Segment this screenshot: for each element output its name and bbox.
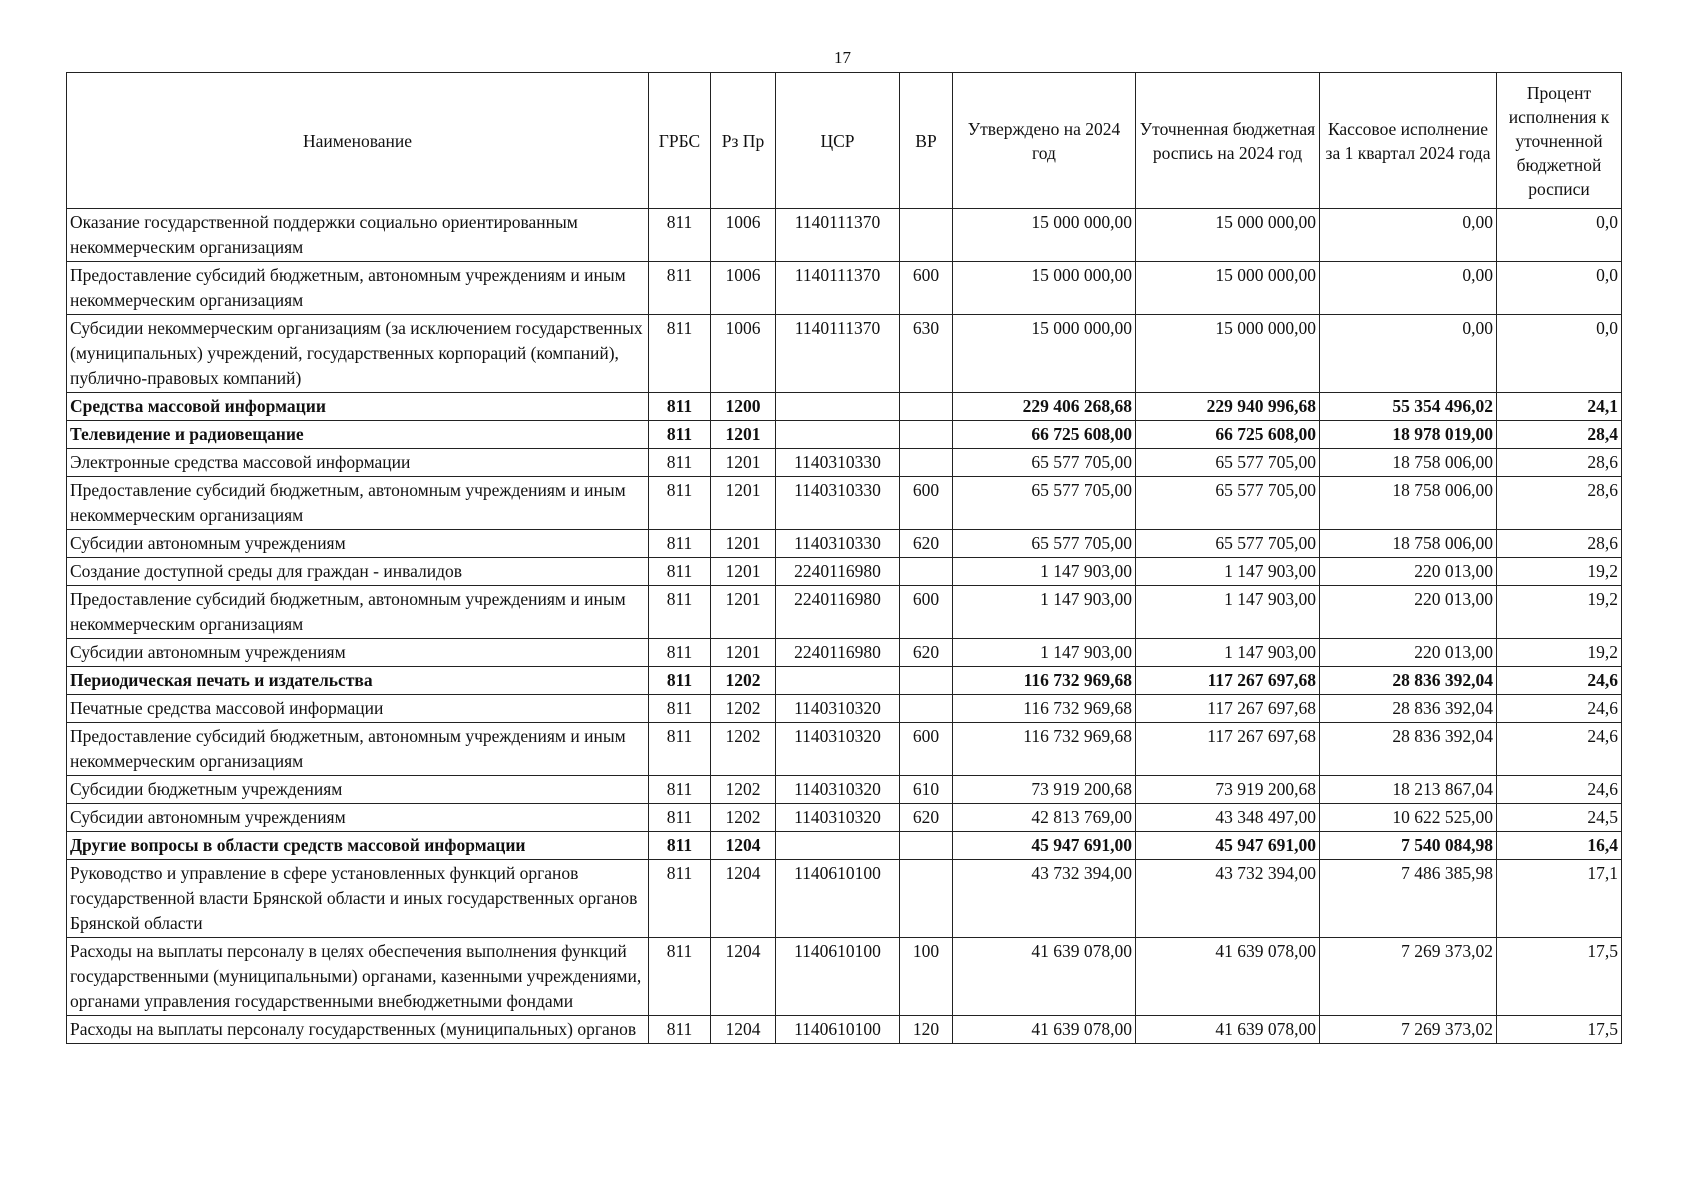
cell-grbs: 811 xyxy=(649,776,711,804)
cell-grbs: 811 xyxy=(649,1016,711,1044)
cell-rzpr: 1202 xyxy=(711,723,776,776)
cell-percent: 28,6 xyxy=(1497,530,1622,558)
table-row xyxy=(67,938,1622,1016)
cell-approved: 116 732 969,68 xyxy=(953,723,1136,776)
cell-name: Создание доступной среды для граждан - инвалидов xyxy=(67,558,649,586)
cell-approved: 116 732 969,68 xyxy=(953,667,1136,695)
cell-approved: 15 000 000,00 xyxy=(953,262,1136,315)
cell-rzpr: 1204 xyxy=(711,860,776,938)
table-row xyxy=(67,477,1622,530)
table-row xyxy=(67,860,1622,938)
col-header-grbs: ГРБС xyxy=(649,73,711,209)
cell-rzpr: 1201 xyxy=(711,586,776,639)
cell-rzpr: 1006 xyxy=(711,209,776,262)
cell-cash: 28 836 392,04 xyxy=(1320,723,1497,776)
cell-csr: 1140310320 xyxy=(776,804,900,832)
cell-refined: 41 639 078,00 xyxy=(1136,1016,1320,1044)
cell-percent: 24,6 xyxy=(1497,667,1622,695)
cell-csr: 2240116980 xyxy=(776,558,900,586)
cell-grbs: 811 xyxy=(649,477,711,530)
table-row xyxy=(67,393,1622,421)
cell-name: Руководство и управление в сфере установленных функций органов государственной власти Брянской области и иных государственных органов Брянской области xyxy=(67,860,649,938)
table-row xyxy=(67,723,1622,776)
cell-csr: 1140310320 xyxy=(776,695,900,723)
cell-percent: 28,4 xyxy=(1497,421,1622,449)
cell-name: Другие вопросы в области средств массовой информации xyxy=(67,832,649,860)
cell-cash: 10 622 525,00 xyxy=(1320,804,1497,832)
cell-refined: 1 147 903,00 xyxy=(1136,558,1320,586)
cell-name: Предоставление субсидий бюджетным, автономным учреждениям и иным некоммерческим организациям xyxy=(67,586,649,639)
cell-vr xyxy=(900,832,953,860)
cell-rzpr: 1202 xyxy=(711,776,776,804)
cell-rzpr: 1204 xyxy=(711,1016,776,1044)
cell-approved: 15 000 000,00 xyxy=(953,315,1136,393)
cell-approved: 116 732 969,68 xyxy=(953,695,1136,723)
cell-approved: 41 639 078,00 xyxy=(953,1016,1136,1044)
cell-vr: 100 xyxy=(900,938,953,1016)
cell-refined: 43 348 497,00 xyxy=(1136,804,1320,832)
cell-grbs: 811 xyxy=(649,315,711,393)
cell-cash: 55 354 496,02 xyxy=(1320,393,1497,421)
table-row xyxy=(67,832,1622,860)
cell-grbs: 811 xyxy=(649,421,711,449)
cell-csr xyxy=(776,667,900,695)
cell-vr: 600 xyxy=(900,477,953,530)
cell-rzpr: 1202 xyxy=(711,804,776,832)
cell-csr: 1140111370 xyxy=(776,209,900,262)
cell-percent: 19,2 xyxy=(1497,586,1622,639)
table-row xyxy=(67,530,1622,558)
cell-grbs: 811 xyxy=(649,449,711,477)
table-row xyxy=(67,262,1622,315)
table-row xyxy=(67,1016,1622,1044)
cell-rzpr: 1202 xyxy=(711,695,776,723)
cell-csr: 2240116980 xyxy=(776,586,900,639)
cell-cash: 7 269 373,02 xyxy=(1320,938,1497,1016)
cell-percent: 24,5 xyxy=(1497,804,1622,832)
table-row xyxy=(67,586,1622,639)
cell-vr: 620 xyxy=(900,804,953,832)
cell-grbs: 811 xyxy=(649,667,711,695)
cell-grbs: 811 xyxy=(649,723,711,776)
cell-vr xyxy=(900,393,953,421)
cell-approved: 42 813 769,00 xyxy=(953,804,1136,832)
cell-percent: 24,1 xyxy=(1497,393,1622,421)
cell-refined: 66 725 608,00 xyxy=(1136,421,1320,449)
cell-csr xyxy=(776,393,900,421)
cell-cash: 0,00 xyxy=(1320,262,1497,315)
cell-refined: 43 732 394,00 xyxy=(1136,860,1320,938)
cell-rzpr: 1201 xyxy=(711,421,776,449)
cell-percent: 28,6 xyxy=(1497,449,1622,477)
cell-name: Предоставление субсидий бюджетным, автономным учреждениям и иным некоммерческим организациям xyxy=(67,723,649,776)
cell-cash: 18 978 019,00 xyxy=(1320,421,1497,449)
cell-cash: 7 540 084,98 xyxy=(1320,832,1497,860)
cell-cash: 220 013,00 xyxy=(1320,586,1497,639)
cell-rzpr: 1200 xyxy=(711,393,776,421)
table-row xyxy=(67,421,1622,449)
cell-vr xyxy=(900,667,953,695)
cell-grbs: 811 xyxy=(649,832,711,860)
col-header-cash: Кассовое исполнение за 1 квартал 2024 года xyxy=(1320,73,1497,209)
cell-refined: 15 000 000,00 xyxy=(1136,262,1320,315)
cell-name: Предоставление субсидий бюджетным, автономным учреждениям и иным некоммерческим организациям xyxy=(67,477,649,530)
cell-name: Оказание государственной поддержки социально ориентированным некоммерческим организациям xyxy=(67,209,649,262)
cell-grbs: 811 xyxy=(649,530,711,558)
cell-vr: 120 xyxy=(900,1016,953,1044)
cell-name: Субсидии автономным учреждениям xyxy=(67,804,649,832)
cell-refined: 117 267 697,68 xyxy=(1136,667,1320,695)
cell-cash: 0,00 xyxy=(1320,209,1497,262)
budget-table xyxy=(66,72,1622,1044)
table-body xyxy=(67,209,1622,1044)
cell-approved: 15 000 000,00 xyxy=(953,209,1136,262)
cell-csr: 1140111370 xyxy=(776,262,900,315)
cell-percent: 24,6 xyxy=(1497,776,1622,804)
cell-vr xyxy=(900,449,953,477)
cell-percent: 0,0 xyxy=(1497,262,1622,315)
cell-refined: 15 000 000,00 xyxy=(1136,315,1320,393)
cell-grbs: 811 xyxy=(649,860,711,938)
cell-cash: 18 758 006,00 xyxy=(1320,449,1497,477)
cell-refined: 65 577 705,00 xyxy=(1136,449,1320,477)
cell-name: Периодическая печать и издательства xyxy=(67,667,649,695)
cell-refined: 1 147 903,00 xyxy=(1136,586,1320,639)
cell-refined: 41 639 078,00 xyxy=(1136,938,1320,1016)
cell-cash: 18 758 006,00 xyxy=(1320,530,1497,558)
cell-percent: 19,2 xyxy=(1497,558,1622,586)
cell-name: Печатные средства массовой информации xyxy=(67,695,649,723)
cell-refined: 45 947 691,00 xyxy=(1136,832,1320,860)
col-header-csr: ЦСР xyxy=(776,73,900,209)
cell-percent: 0,0 xyxy=(1497,315,1622,393)
cell-csr xyxy=(776,832,900,860)
cell-vr: 610 xyxy=(900,776,953,804)
col-header-approved: Утверждено на 2024 год xyxy=(953,73,1136,209)
cell-vr: 620 xyxy=(900,639,953,667)
cell-approved: 41 639 078,00 xyxy=(953,938,1136,1016)
table-row xyxy=(67,639,1622,667)
cell-cash: 18 213 867,04 xyxy=(1320,776,1497,804)
cell-name: Расходы на выплаты персоналу государственных (муниципальных) органов xyxy=(67,1016,649,1044)
table-row xyxy=(67,315,1622,393)
cell-cash: 18 758 006,00 xyxy=(1320,477,1497,530)
cell-percent: 28,6 xyxy=(1497,477,1622,530)
cell-csr: 1140111370 xyxy=(776,315,900,393)
cell-refined: 1 147 903,00 xyxy=(1136,639,1320,667)
cell-csr xyxy=(776,421,900,449)
cell-percent: 24,6 xyxy=(1497,723,1622,776)
cell-cash: 7 486 385,98 xyxy=(1320,860,1497,938)
cell-csr: 1140310330 xyxy=(776,449,900,477)
cell-rzpr: 1201 xyxy=(711,558,776,586)
cell-csr: 1140610100 xyxy=(776,1016,900,1044)
cell-cash: 220 013,00 xyxy=(1320,558,1497,586)
cell-name: Расходы на выплаты персоналу в целях обеспечения выполнения функций государственными (муниципальными) органами, казенными учреждениями, органами управления государственными внебюджетными фондами xyxy=(67,938,649,1016)
cell-cash: 28 836 392,04 xyxy=(1320,667,1497,695)
table-row xyxy=(67,449,1622,477)
cell-vr xyxy=(900,695,953,723)
cell-name: Субсидии автономным учреждениям xyxy=(67,639,649,667)
cell-rzpr: 1204 xyxy=(711,938,776,1016)
cell-refined: 117 267 697,68 xyxy=(1136,723,1320,776)
cell-name: Предоставление субсидий бюджетным, автономным учреждениям и иным некоммерческим организациям xyxy=(67,262,649,315)
cell-percent: 17,5 xyxy=(1497,1016,1622,1044)
table-row xyxy=(67,695,1622,723)
cell-approved: 1 147 903,00 xyxy=(953,639,1136,667)
table-row xyxy=(67,558,1622,586)
cell-rzpr: 1006 xyxy=(711,315,776,393)
cell-approved: 65 577 705,00 xyxy=(953,530,1136,558)
cell-name: Электронные средства массовой информации xyxy=(67,449,649,477)
cell-approved: 1 147 903,00 xyxy=(953,586,1136,639)
cell-grbs: 811 xyxy=(649,262,711,315)
cell-approved: 65 577 705,00 xyxy=(953,477,1136,530)
cell-vr xyxy=(900,558,953,586)
cell-csr: 1140310330 xyxy=(776,530,900,558)
cell-name: Субсидии автономным учреждениям xyxy=(67,530,649,558)
cell-grbs: 811 xyxy=(649,558,711,586)
cell-approved: 229 406 268,68 xyxy=(953,393,1136,421)
cell-vr xyxy=(900,860,953,938)
cell-cash: 7 269 373,02 xyxy=(1320,1016,1497,1044)
cell-csr: 1140310320 xyxy=(776,723,900,776)
cell-name: Субсидии некоммерческим организациям (за исключением государственных (муниципальных) учреждений, государственных корпораций (компаний), публично-правовых компаний) xyxy=(67,315,649,393)
cell-csr: 1140610100 xyxy=(776,938,900,1016)
cell-grbs: 811 xyxy=(649,695,711,723)
cell-vr: 630 xyxy=(900,315,953,393)
cell-approved: 1 147 903,00 xyxy=(953,558,1136,586)
cell-approved: 73 919 200,68 xyxy=(953,776,1136,804)
cell-percent: 16,4 xyxy=(1497,832,1622,860)
cell-grbs: 811 xyxy=(649,393,711,421)
cell-grbs: 811 xyxy=(649,938,711,1016)
cell-refined: 73 919 200,68 xyxy=(1136,776,1320,804)
cell-csr: 1140310320 xyxy=(776,776,900,804)
cell-vr xyxy=(900,421,953,449)
table-row xyxy=(67,776,1622,804)
cell-approved: 43 732 394,00 xyxy=(953,860,1136,938)
cell-refined: 229 940 996,68 xyxy=(1136,393,1320,421)
col-header-rzpr: Рз Пр xyxy=(711,73,776,209)
cell-vr: 600 xyxy=(900,723,953,776)
cell-refined: 117 267 697,68 xyxy=(1136,695,1320,723)
cell-refined: 65 577 705,00 xyxy=(1136,530,1320,558)
cell-csr: 1140310330 xyxy=(776,477,900,530)
cell-approved: 45 947 691,00 xyxy=(953,832,1136,860)
cell-rzpr: 1201 xyxy=(711,477,776,530)
col-header-refined: Уточненная бюджетная роспись на 2024 год xyxy=(1136,73,1320,209)
cell-percent: 0,0 xyxy=(1497,209,1622,262)
table-row xyxy=(67,667,1622,695)
cell-name: Субсидии бюджетным учреждениям xyxy=(67,776,649,804)
cell-cash: 0,00 xyxy=(1320,315,1497,393)
cell-csr: 1140610100 xyxy=(776,860,900,938)
col-header-vr: ВР xyxy=(900,73,953,209)
cell-name: Телевидение и радиовещание xyxy=(67,421,649,449)
cell-vr: 600 xyxy=(900,586,953,639)
cell-percent: 17,1 xyxy=(1497,860,1622,938)
table-row xyxy=(67,209,1622,262)
cell-refined: 65 577 705,00 xyxy=(1136,477,1320,530)
col-header-name: Наименование xyxy=(67,73,649,209)
cell-approved: 65 577 705,00 xyxy=(953,449,1136,477)
cell-grbs: 811 xyxy=(649,586,711,639)
page-number: 17 xyxy=(834,48,851,67)
cell-rzpr: 1201 xyxy=(711,449,776,477)
cell-rzpr: 1201 xyxy=(711,530,776,558)
cell-rzpr: 1006 xyxy=(711,262,776,315)
cell-grbs: 811 xyxy=(649,639,711,667)
cell-percent: 24,6 xyxy=(1497,695,1622,723)
cell-rzpr: 1201 xyxy=(711,639,776,667)
cell-rzpr: 1202 xyxy=(711,667,776,695)
cell-vr: 620 xyxy=(900,530,953,558)
cell-cash: 220 013,00 xyxy=(1320,639,1497,667)
cell-grbs: 811 xyxy=(649,804,711,832)
cell-approved: 66 725 608,00 xyxy=(953,421,1136,449)
cell-csr: 2240116980 xyxy=(776,639,900,667)
cell-cash: 28 836 392,04 xyxy=(1320,695,1497,723)
cell-vr xyxy=(900,209,953,262)
cell-vr: 600 xyxy=(900,262,953,315)
cell-percent: 17,5 xyxy=(1497,938,1622,1016)
col-header-percent: Процент исполнения к уточненной бюджетной росписи xyxy=(1497,73,1622,209)
cell-grbs: 811 xyxy=(649,209,711,262)
table-row xyxy=(67,804,1622,832)
cell-refined: 15 000 000,00 xyxy=(1136,209,1320,262)
header-row xyxy=(67,73,1622,209)
cell-rzpr: 1204 xyxy=(711,832,776,860)
cell-name: Средства массовой информации xyxy=(67,393,649,421)
cell-percent: 19,2 xyxy=(1497,639,1622,667)
